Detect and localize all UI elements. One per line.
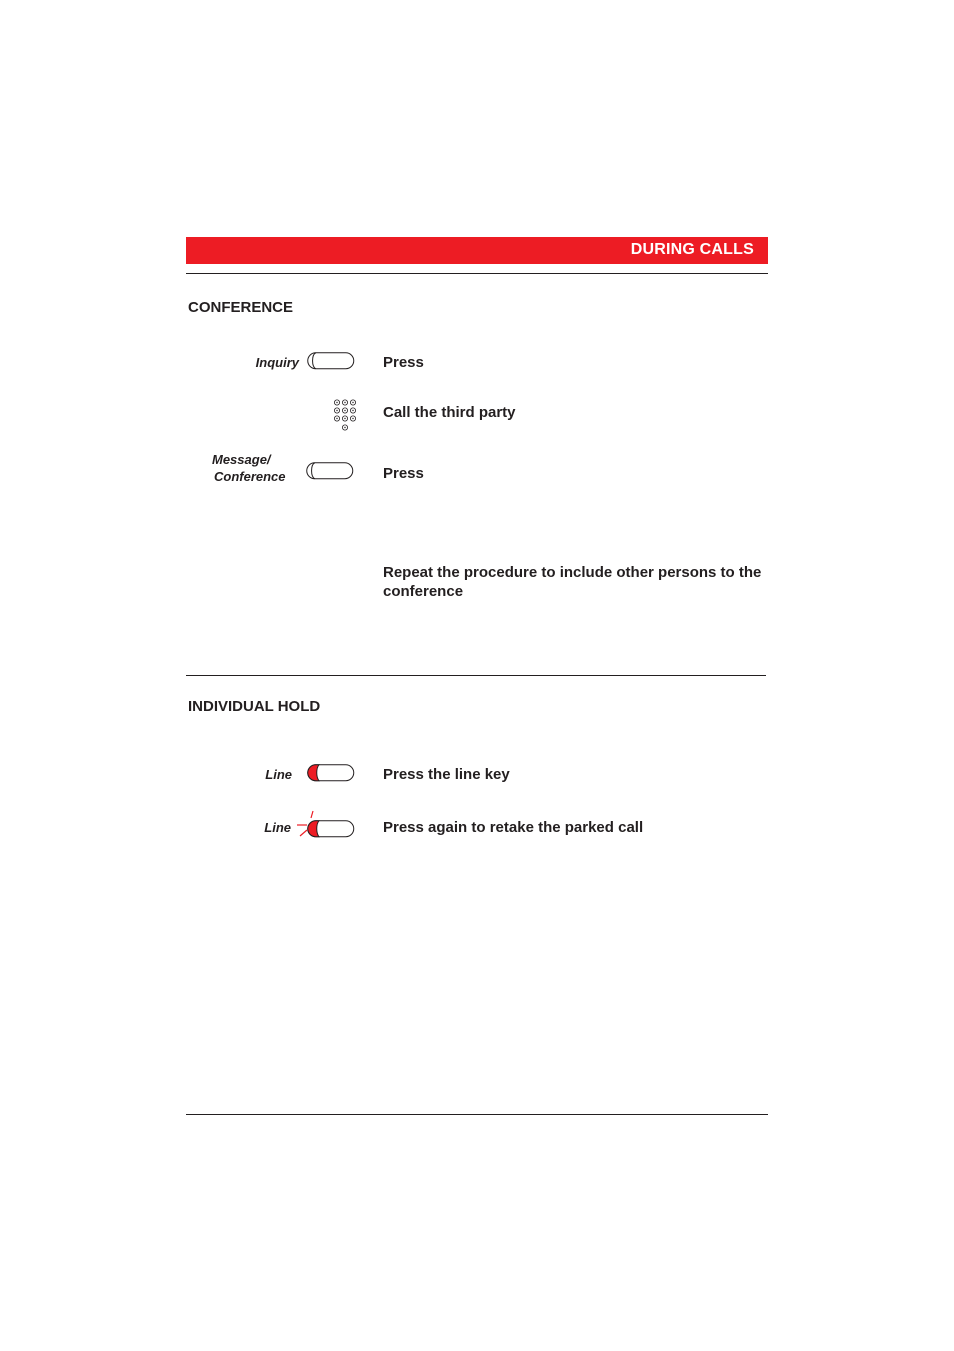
section-header-bar: [186, 237, 768, 264]
inquiry-key-label: Inquiry: [255, 355, 299, 370]
key-button-icon: [306, 462, 354, 480]
footer-divider: [186, 1114, 768, 1115]
press-line-key-instruction: Press the line key: [383, 766, 510, 783]
key-button-icon: [307, 352, 355, 370]
message-conference-instruction: Press: [383, 465, 424, 482]
conference-repeat-note: Repeat the procedure to include other persons to the conference: [383, 564, 762, 600]
header-divider: [186, 273, 768, 274]
conference-title: CONFERENCE: [188, 299, 294, 316]
line-key-lit-icon: [307, 764, 355, 782]
line-key-label: Line: [265, 767, 292, 782]
section-header-title: DURING CALLS: [630, 241, 754, 258]
line-key-label-2: Line: [264, 820, 291, 835]
keypad-icon: [332, 398, 358, 433]
section-divider: [186, 675, 766, 676]
retake-parked-call-instruction: Press again to retake the parked call: [383, 819, 644, 836]
message-conference-key-label: [212, 451, 286, 485]
message-key-label-line1: Message/: [212, 452, 271, 467]
inquiry-instruction: Press: [383, 354, 424, 371]
message-key-label-line2: Conference: [214, 469, 286, 484]
line-key-flashing-icon: [296, 810, 356, 840]
call-third-party-instruction: Call the third party: [383, 404, 516, 421]
individual-hold-title: INDIVIDUAL HOLD: [188, 698, 321, 715]
